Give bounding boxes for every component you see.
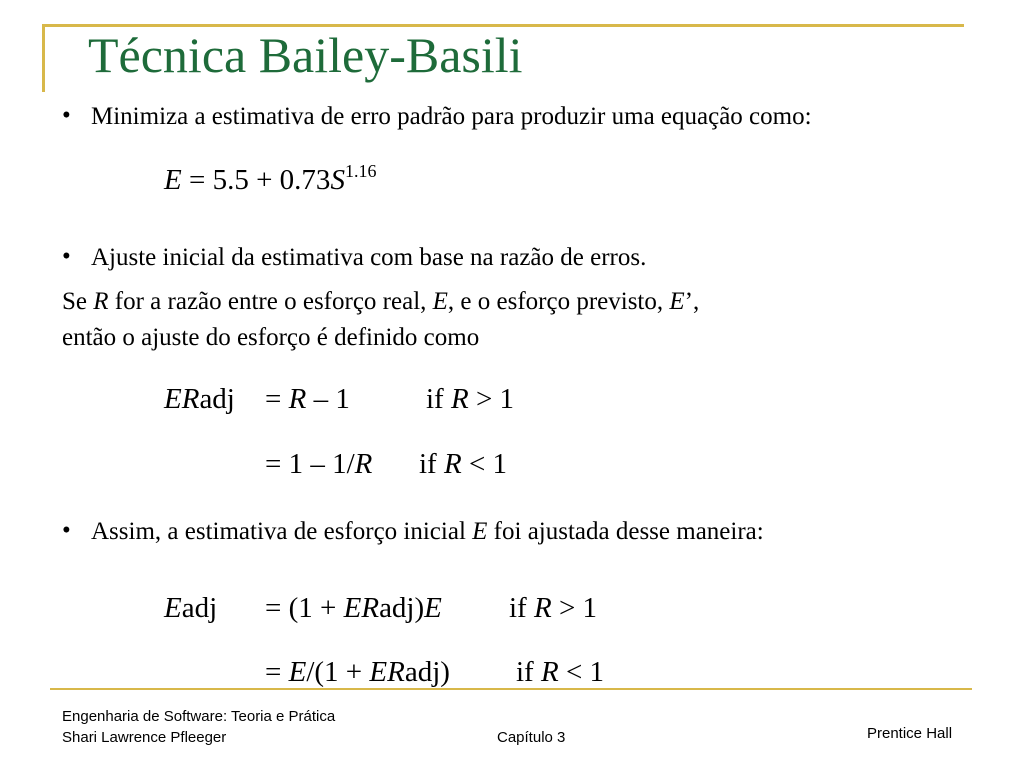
footer-chapter: Capítulo 3 bbox=[497, 729, 566, 746]
bullet-2-text: Ajuste inicial da estimativa com base na razão de erros. bbox=[91, 244, 647, 271]
footer-book-title: Engenharia de Software: Teoria e Prática bbox=[62, 708, 336, 725]
slide-title: Técnica Bailey-Basili bbox=[88, 27, 523, 83]
eq2-line2-expr: = 1 – 1/R bbox=[265, 448, 373, 480]
eq2-line1-expr: = R – 1 bbox=[265, 383, 350, 415]
left-rule bbox=[42, 24, 45, 92]
paragraph-2: então o ajuste do esforço é definido como bbox=[62, 324, 480, 351]
bullet-marker-1: • bbox=[62, 102, 71, 129]
eq2-line2-condition: if R < 1 bbox=[419, 448, 508, 480]
eq2-lhs: ERadj bbox=[164, 383, 235, 415]
footer-author: Shari Lawrence Pfleeger bbox=[62, 729, 227, 746]
bullet-3-text: Assim, a estimativa de esforço inicial E foi ajustada desse maneira: bbox=[91, 518, 764, 545]
eq1-exponent: 1.16 bbox=[344, 161, 377, 181]
footer-publisher: Prentice Hall bbox=[867, 725, 953, 742]
bullet-marker-2: • bbox=[62, 243, 71, 270]
eq2-line1-condition: if R > 1 bbox=[426, 383, 515, 415]
eq1-lhs: E bbox=[164, 164, 182, 196]
eq3-line2-expr: = E/(1 + ERadj) bbox=[265, 656, 450, 688]
eq3-line2-condition: if R < 1 bbox=[516, 656, 605, 688]
eq1-var: S bbox=[330, 164, 345, 196]
bullet-marker-3: • bbox=[62, 517, 71, 544]
paragraph-1: Se R for a razão entre o esforço real, E, e o esforço previsto, E’, bbox=[62, 288, 700, 315]
bullet-1-text: Minimiza a estimativa de erro padrão para produzir uma equação como: bbox=[91, 103, 812, 130]
eq1-rhs: = 5.5 + 0.73 bbox=[181, 164, 331, 196]
bottom-rule bbox=[50, 688, 972, 690]
eq3-line1-condition: if R > 1 bbox=[509, 592, 598, 624]
eq3-lhs: Eadj bbox=[164, 592, 218, 624]
eq3-line1-expr: = (1 + ERadj)E bbox=[265, 592, 442, 624]
equation-1 bbox=[164, 162, 376, 195]
